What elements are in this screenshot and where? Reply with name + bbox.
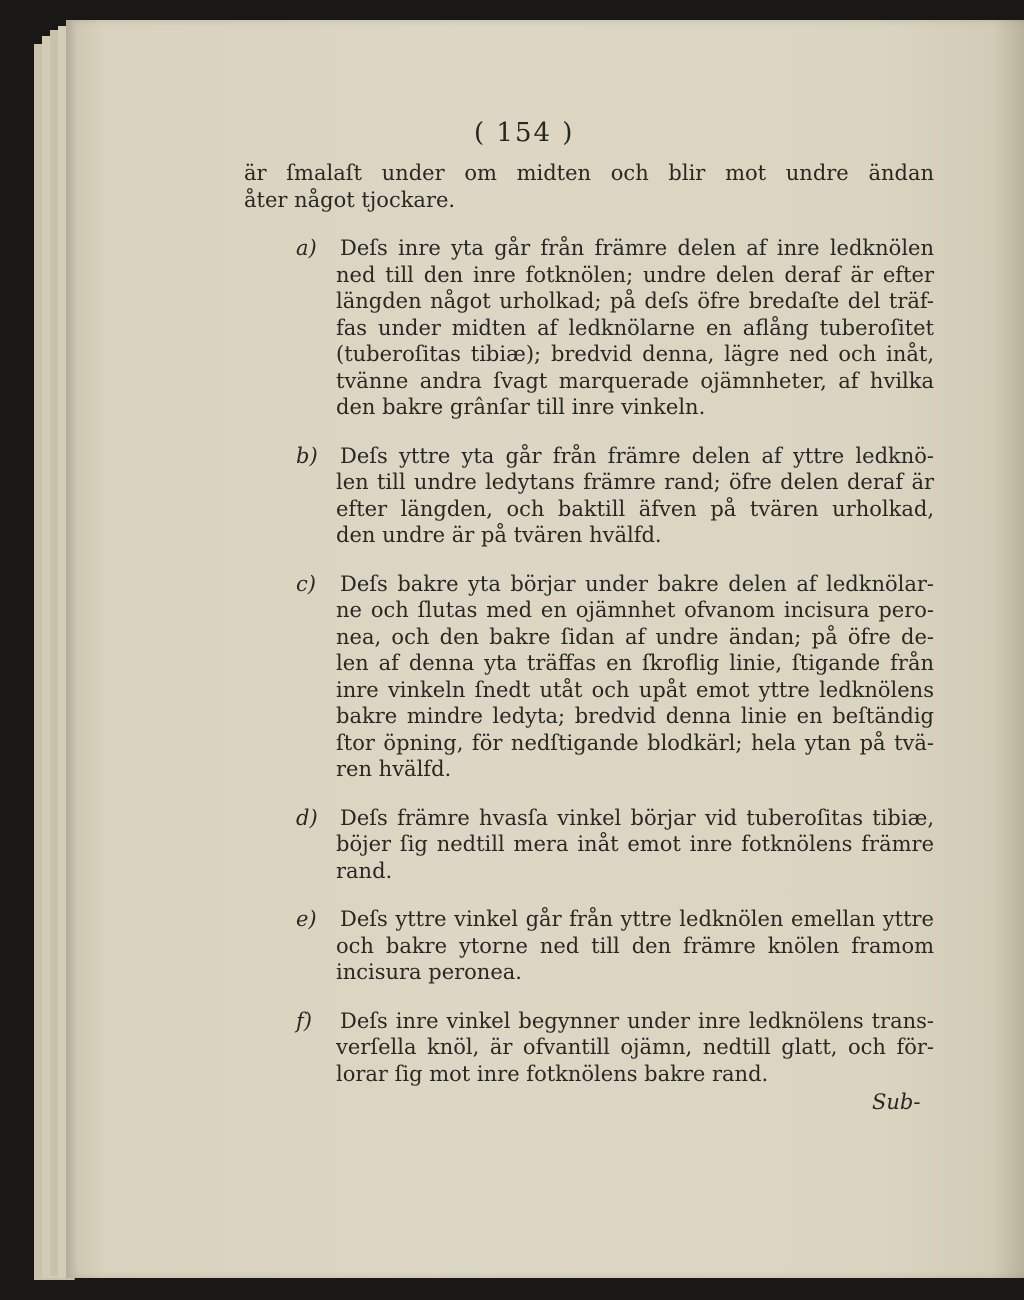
catchword: Sub- [872,1090,921,1114]
page-number: ( 154 ) [474,118,575,148]
text-line: den undre är på tvären hvälfd. [336,523,662,547]
body-text [244,160,934,1087]
text-line: len till undre ledytans främre rand; öfre delen deraf är [336,470,934,494]
item-marker: a) [296,236,317,260]
item-c [244,571,934,783]
text-line: Deſs främre hvasſa vinkel börjar vid tuberoſitas tibiæ, [340,805,934,830]
text-line: Deſs yttre vinkel går från yttre ledknölen emellan yttre [340,907,934,931]
item-marker: b) [296,443,318,468]
text-line: ren hvälfd. [336,757,452,781]
text-line: böjer ſig nedtill mera inåt emot inre fotknölens främre [336,832,934,856]
text-line: nea, och den bakre ſidan af undre ändan; på öfre de- [336,624,934,649]
text-line: Deſs bakre yta börjar under bakre delen af ledknölar- [340,571,934,596]
item-f [244,1008,934,1088]
text-line: ne och ſlutas med en ojämnhet ofvanom incisura pero- [336,598,934,622]
item-a [244,235,934,421]
item-d [244,805,934,885]
text-line: Deſs yttre yta går från främre delen af yttre ledknö- [340,443,934,468]
text-line: verſella knöl, är ofvantill ojämn, nedtill glatt, och för- [336,1035,934,1059]
text-line: rand. [336,858,393,883]
text-line: inre vinkeln ſnedt utåt och upåt emot yttre ledknölens [336,677,934,702]
text-line: bakre mindre ledyta; bredvid denna linie en beſtändig [336,704,934,728]
item-marker: c) [296,571,316,596]
text-line: lorar ſig mot inre fotknölens bakre rand. [336,1061,769,1086]
text-line: len af denna yta träffas en ſkroflig linie, ſtigande från [336,651,934,675]
item-b [244,443,934,549]
item-marker: f) [296,1008,312,1033]
text-line: den bakre grânſar till inre vinkeln. [336,395,706,419]
text-line: åter något tjockare. [244,187,456,212]
text-line: incisura peronea. [336,960,522,984]
text-line: Deſs inre yta går från främre delen af inre ledknölen [340,236,934,260]
intro-paragraph [244,160,934,213]
item-marker: e) [296,907,317,931]
text-line: efter längden, och baktill äfven på tvären urholkad, [336,496,934,521]
text-line: fas under midten af ledknölarne en aflång tuberoſitet [336,315,934,340]
item-marker: d) [296,805,318,830]
text-line: ned till den inre fotknölen; undre delen deraf är efter [336,262,934,287]
text-line: ſtor öpning, för nedſtigande blodkärl; hela ytan på tvä- [336,730,934,755]
page-gutter [994,20,1024,1278]
text-line: längden något urholkad; på deſs öfre bredaſte del träf- [336,289,934,313]
text-line: är ſmalaſt under om midten och blir mot undre ändan [244,161,934,185]
text-line: och bakre ytorne ned till den främre knölen framom [336,933,934,958]
text-line: tvänne andra ſvagt marquerade ojämnheter, af hvilka [336,368,934,393]
text-line: (tuberoſitas tibiæ); bredvid denna, lägre ned och inåt, [336,342,934,366]
text-line: Deſs inre vinkel begynner under inre ledknölens trans- [340,1008,934,1033]
item-e [244,906,934,986]
